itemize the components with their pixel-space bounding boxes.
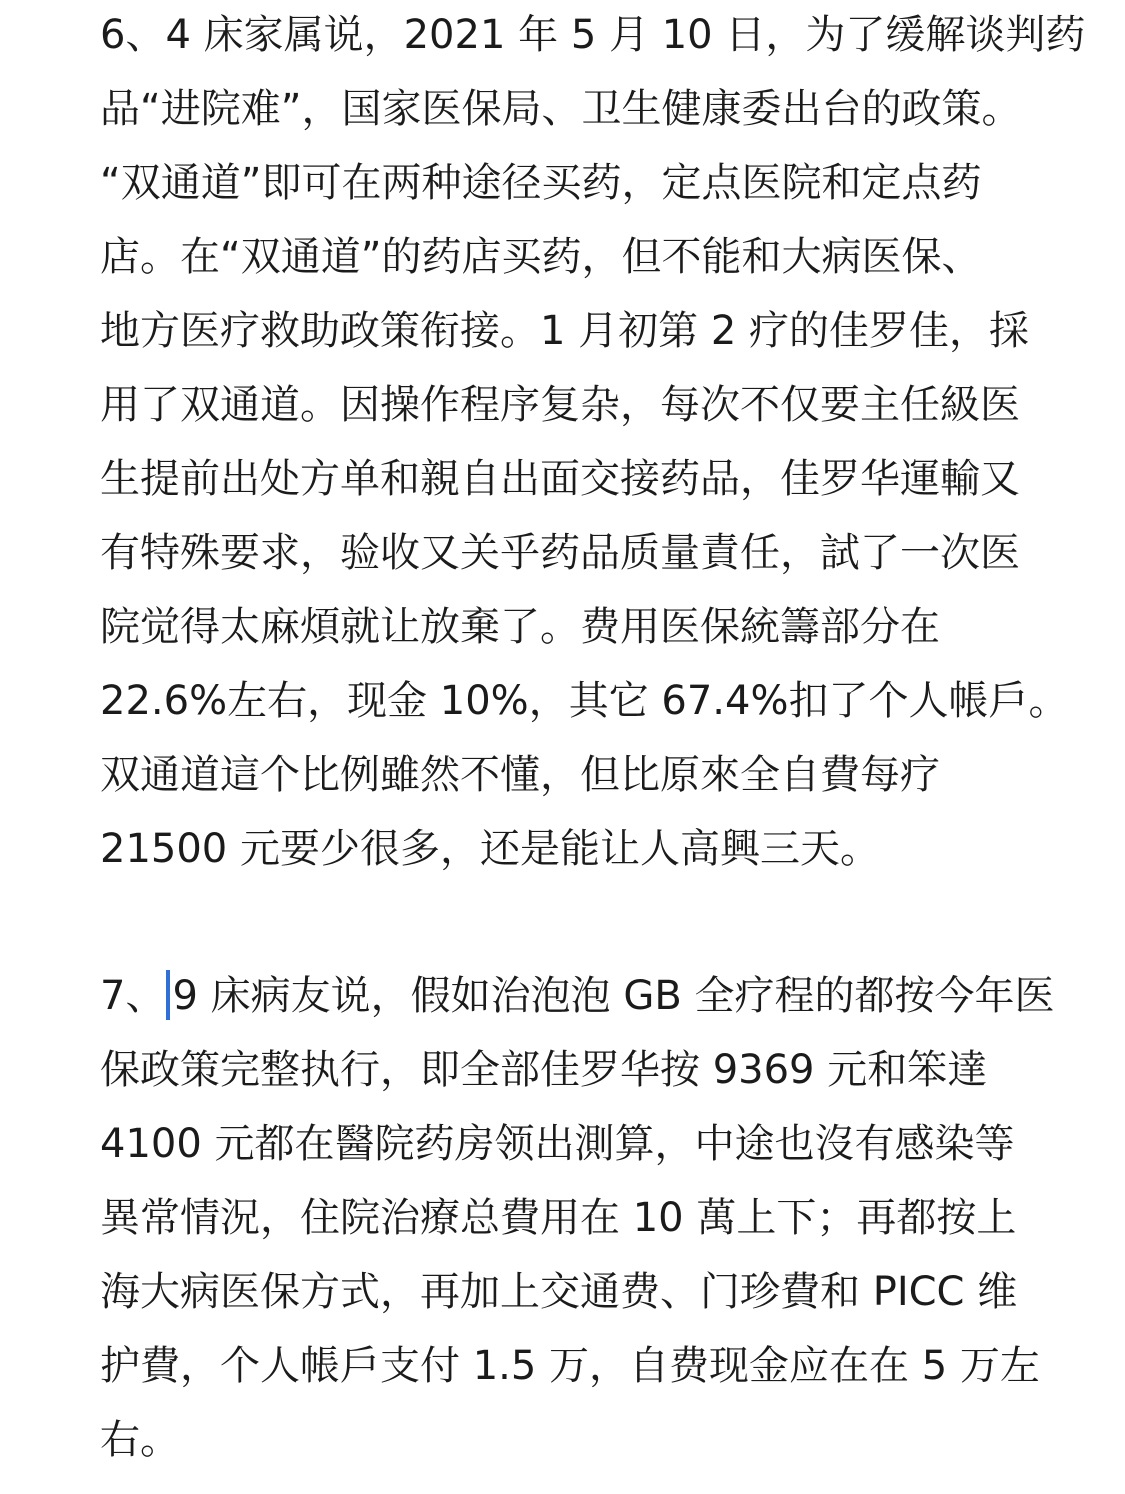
- text-line: 保政策完整执行，即全部佳罗华按 9369 元和笨達: [100, 1047, 988, 1093]
- text-line: 双通道這个比例雖然不懂，但比原來全自費每疗: [100, 752, 940, 798]
- text-line: 品“进院难”，国家医保局、卫生健康委出台的政策。: [100, 86, 1022, 132]
- text-line-first: [100, 959, 1090, 1033]
- text-line: 院觉得太麻煩就让放棄了。费用医保統籌部分在: [100, 604, 940, 650]
- text-cursor[interactable]: [166, 970, 170, 1020]
- text-line: 海大病医保方式，再加上交通费、门珍費和 PICC 维: [100, 1269, 1018, 1315]
- text-line: “双通道”即可在两种途径买药，定点医院和定点药: [100, 160, 982, 206]
- item-number: 7、: [100, 973, 166, 1019]
- text-line: 4100 元都在醫院药房领出測算，中途也沒有感染等: [100, 1121, 1015, 1167]
- text-line: 生提前出处方单和親自出面交接药品，佳罗华運輸又: [100, 456, 1020, 502]
- text-line-rest: 9 床病友说，假如治泡泡 GB 全疗程的都按今年医: [172, 973, 1055, 1019]
- text-line: 右。: [100, 1417, 180, 1463]
- paragraph-item-7: [100, 959, 1090, 1477]
- text-line: 护費，个人帳戶支付 1.5 万，自费现金应在在 5 万左: [100, 1343, 1040, 1389]
- text-line: 用了双通道。因操作程序复杂，每次不仅要主任級医: [100, 382, 1020, 428]
- paragraph-item-6: [100, 0, 1090, 886]
- text-line: 有特殊要求，验收又关乎药品质量責任，試了一次医: [100, 530, 1020, 576]
- text-line: 6、4 床家属说，2021 年 5 月 10 日，为了缓解谈判药: [100, 12, 1086, 58]
- text-line: 22.6%左右，现金 10%，其它 67.4%扣了个人帳戶。: [100, 678, 1069, 724]
- text-line: 異常情況，住院治療总費用在 10 萬上下；再都按上: [100, 1195, 1017, 1241]
- text-line: 地方医疗救助政策衔接。1 月初第 2 疗的佳罗佳，採: [100, 308, 1030, 354]
- text-line: 店。在“双通道”的药店买药，但不能和大病医保、: [100, 234, 982, 280]
- text-line: 21500 元要少很多，还是能让人高興三天。: [100, 826, 880, 872]
